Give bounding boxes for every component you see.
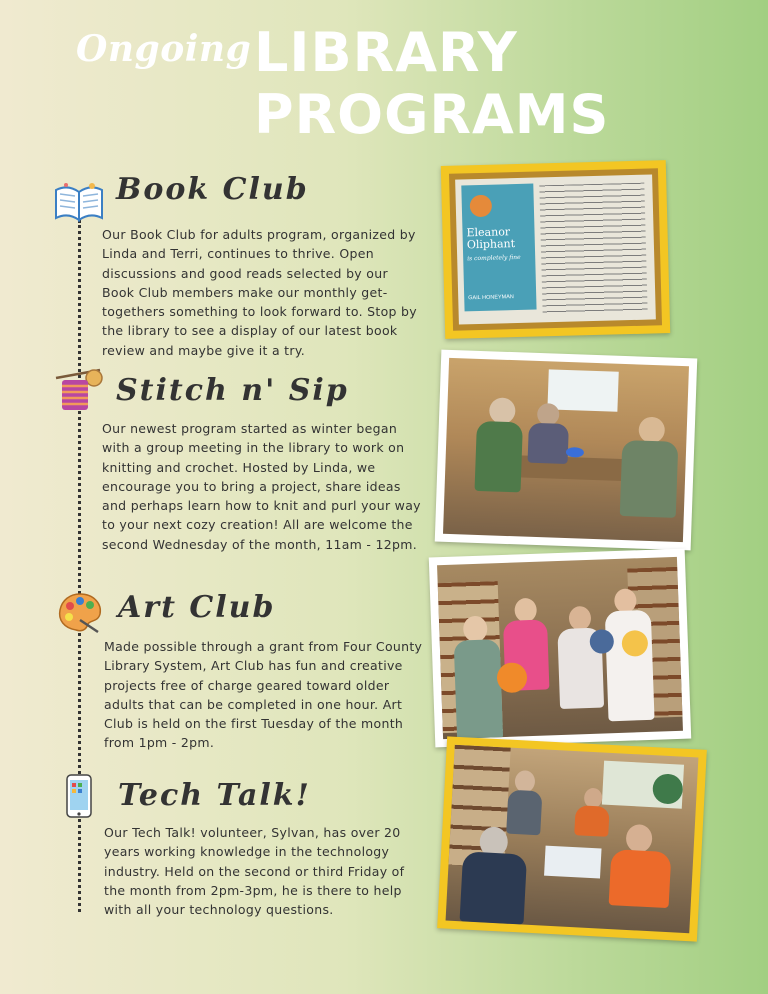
photo-stitch-group bbox=[435, 350, 698, 551]
book-review-text bbox=[539, 183, 647, 315]
photo-book-display bbox=[441, 160, 670, 339]
section-title-art-club: Art Club bbox=[118, 590, 276, 625]
section-title-book-club: Book Club bbox=[116, 172, 309, 207]
section-body-tech-talk: Our Tech Talk! volunteer, Sylvan, has over 20 years working knowledge in the technology industry. Held on the second or third Friday of the month from 2pm-3pm, he is there to help with all your technology questions. bbox=[104, 825, 405, 918]
section-body-book-club: Our Book Club for adults program, organized by Linda and Terri, continues to thrive. Open discussions and good reads selected by our Book Club members make our monthly get-togethers something to look forward to. Stop by the library to see a display of our latest book review and maybe give it a try. bbox=[102, 227, 417, 358]
book-cover bbox=[461, 184, 536, 312]
paint-palette-icon bbox=[56, 590, 104, 639]
page-title-line1: LIBRARY bbox=[254, 21, 518, 84]
book-cover-subtitle: is completely fine bbox=[467, 253, 521, 263]
page-title-line2: PROGRAMS bbox=[254, 83, 610, 146]
section-body-stitch-n-sip: Our newest program started as winter began with a group meeting in the library to work on knitting and crochet. Hosted by Linda, we encourage you to bring a project, share ideas and perhaps learn how to knit and purl your way to your next cozy creation! All are welcome the second Wednesday of the month, 11am - 12pm. bbox=[102, 421, 421, 552]
book-cover-title: Eleanor Oliphant bbox=[466, 225, 516, 252]
photo-tech-talk bbox=[437, 736, 707, 941]
knitting-icon bbox=[54, 364, 106, 421]
book-cover-author: GAIL HONEYMAN bbox=[468, 294, 514, 302]
page-title bbox=[254, 22, 609, 146]
section-body-art-club: Made possible through a grant from Four County Library System, Art Club has fun and creative projects free of charge geared toward older adults that can be completed in one hour. Art Club is held on the first Tuesday of the month from 1pm - 2pm. bbox=[104, 639, 423, 751]
photo-art-club bbox=[429, 549, 691, 748]
section-title-tech-talk: Tech Talk! bbox=[118, 778, 311, 813]
smartphone-icon bbox=[66, 774, 92, 823]
open-book-icon bbox=[52, 180, 106, 229]
section-title-stitch-n-sip: Stitch n' Sip bbox=[116, 373, 349, 408]
header-script-word: Ongoing bbox=[76, 28, 252, 70]
